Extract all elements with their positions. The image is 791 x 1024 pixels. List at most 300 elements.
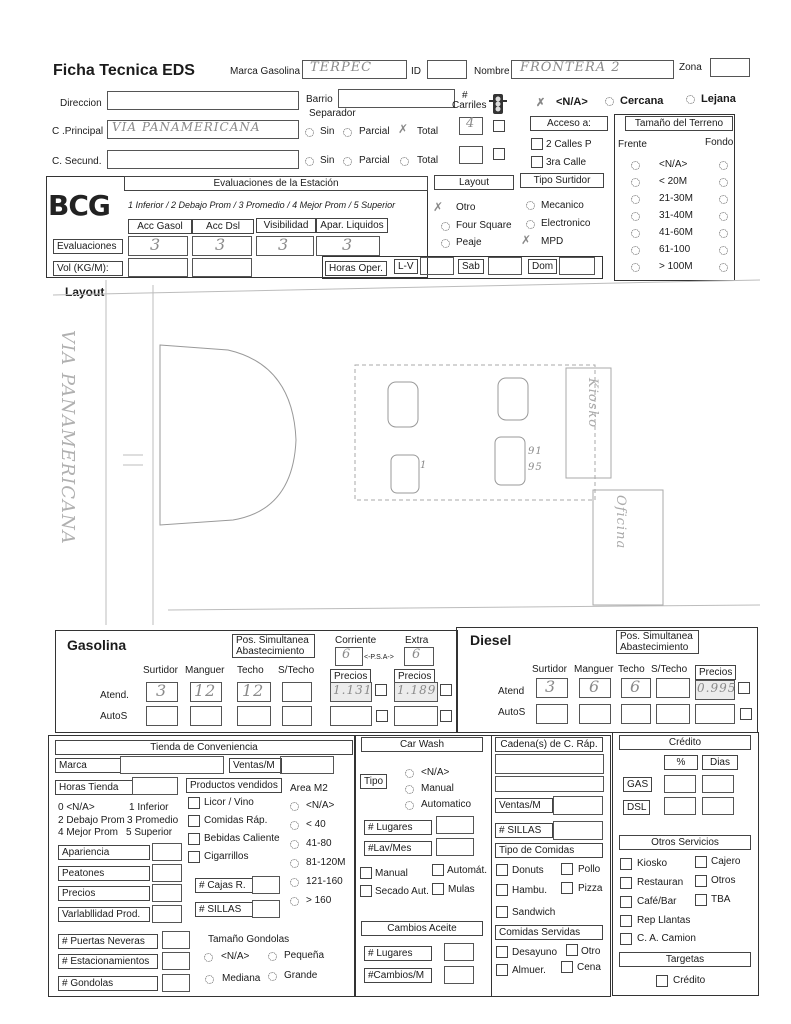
mediana-radio[interactable] xyxy=(205,975,214,984)
sketch-num-91: 91 xyxy=(528,446,543,457)
peaje-radio[interactable] xyxy=(441,239,450,248)
layout-title: Layout xyxy=(434,175,514,190)
cena-checkbox[interactable] xyxy=(561,961,573,973)
zona-label: Zona xyxy=(679,62,702,73)
gasolina-pos-label: Pos. Simultanea Abastecimiento xyxy=(232,634,315,658)
marca-value: TERPEC xyxy=(310,60,373,75)
tamano-gondolas-label: Tamaño Gondolas xyxy=(208,934,290,945)
apariencia-field[interactable] xyxy=(152,843,182,861)
bcg-logo: BCG xyxy=(48,189,110,222)
aceite-cambios-field[interactable] xyxy=(444,966,474,984)
id-label: ID xyxy=(411,66,421,77)
peatones-label: Peatones xyxy=(58,866,150,881)
area-option-label: <N/A> xyxy=(306,800,335,811)
terreno-option-label: < 20M xyxy=(659,176,688,187)
gondola-na-label: <N/A> xyxy=(221,951,250,962)
cw-automat-label: Automát. xyxy=(447,865,488,876)
scale-5: 5 Superior xyxy=(126,827,173,838)
gondolas-field[interactable] xyxy=(162,974,190,992)
lejana-label: Lejana xyxy=(701,93,736,105)
acceso2-checkbox[interactable] xyxy=(493,148,505,160)
fondo-radio[interactable] xyxy=(719,195,728,204)
csecund-label: C. Secund. xyxy=(52,156,102,167)
surtidor-title: Tipo Surtidor xyxy=(520,173,604,188)
cw-automat-checkbox[interactable] xyxy=(432,864,444,876)
credito-tarjeta-checkbox[interactable] xyxy=(656,975,668,987)
csecund-field[interactable] xyxy=(107,150,299,169)
dsl-precio-value: 0.995 xyxy=(697,681,737,695)
pequena-label: Pequeña xyxy=(284,950,325,961)
grande-label: Grande xyxy=(284,970,318,981)
comida-sillas-field[interactable] xyxy=(553,821,603,840)
productos-label: Productos vendidos xyxy=(186,778,282,793)
evaluaciones-label: Evaluaciones xyxy=(53,239,123,254)
area-option-label: 121-160 xyxy=(306,876,343,887)
eval-acc-gasol-value: 3 xyxy=(150,235,162,254)
credito-gas-pct[interactable] xyxy=(664,775,696,793)
cp-sin-radio[interactable] xyxy=(305,128,314,137)
area-radio[interactable] xyxy=(290,821,299,830)
distance-na-option[interactable]: <N/A> xyxy=(556,96,588,108)
gondola-na-radio[interactable] xyxy=(204,953,213,962)
producto-checkbox[interactable] xyxy=(188,833,200,845)
tienda-ventas-field[interactable] xyxy=(280,756,334,774)
carwash-title: Car Wash xyxy=(361,737,483,752)
area-option-label: > 160 xyxy=(306,895,332,906)
dsl-atend-label: Atend xyxy=(498,686,525,697)
frente-radio[interactable] xyxy=(631,178,640,187)
cp-total-label: Total xyxy=(417,126,439,137)
gas-autos-label: AutoS xyxy=(100,711,128,722)
area-option-label: < 40 xyxy=(306,819,326,830)
dsl-surtidor-label: Surtidor xyxy=(532,664,568,675)
otro-comida-label: Otro xyxy=(581,946,601,957)
lv-label: L-V xyxy=(394,259,418,274)
gas-surtidor-label: Surtidor xyxy=(143,665,179,676)
fondo-radio[interactable] xyxy=(719,161,728,170)
terreno-option-label: 21-30M xyxy=(659,193,693,204)
comida-cadena-field[interactable] xyxy=(495,754,604,774)
cercana-label: Cercana xyxy=(620,95,664,107)
tipo-comidas-label: Tipo de Comidas xyxy=(495,843,603,858)
dsl-precio-checkbox[interactable] xyxy=(738,682,750,694)
donuts-label: Donuts xyxy=(512,865,544,876)
eval-apar-liquidos-value: 3 xyxy=(342,235,354,254)
credito-dsl-label: DSL xyxy=(623,800,650,815)
credito-title: Crédito xyxy=(619,735,751,750)
calles2-checkbox[interactable] xyxy=(531,138,543,150)
cw-lugares-label: # Lugares xyxy=(364,820,432,835)
horas-label: Horas Oper. xyxy=(325,261,387,276)
pos-corriente-value: 6 xyxy=(342,647,352,662)
nombre-value: FRONTERA 2 xyxy=(520,60,621,75)
dsl-techo-value: 6 xyxy=(630,677,642,696)
gas-stecho-field[interactable] xyxy=(282,682,312,702)
direccion-label: Direccion xyxy=(60,98,102,109)
otro-mark-icon[interactable]: ✗ xyxy=(433,200,444,214)
four-square-label: Four Square xyxy=(456,220,512,231)
gas-manguer-label: Manguer xyxy=(185,665,225,676)
aceite-lugares-field[interactable] xyxy=(444,943,474,961)
cw-lav-label: #Lav/Mes xyxy=(364,841,432,856)
producto-label: Comidas Ráp. xyxy=(204,815,268,826)
scale-2: 2 Debajo Prom xyxy=(58,815,125,826)
four-square-radio[interactable] xyxy=(441,222,450,231)
sketch-oficina-text: Oficina xyxy=(613,495,628,550)
lejana-radio[interactable] xyxy=(686,95,695,104)
grande-radio[interactable] xyxy=(268,972,277,981)
cajero-checkbox[interactable] xyxy=(695,856,707,868)
credito-dsl-dias[interactable] xyxy=(702,797,734,815)
area-label: Area M2 xyxy=(290,783,328,794)
dsl-autos-label: AutoS xyxy=(498,707,526,718)
tienda-sillas-label: # SILLAS xyxy=(195,902,253,917)
precios-field[interactable] xyxy=(152,884,182,902)
acceso-label: Acceso a: xyxy=(530,116,608,131)
fondo-label: Fondo xyxy=(705,137,734,148)
cs-sin-label: Sin xyxy=(320,155,335,166)
pizza-label: Pizza xyxy=(578,883,603,894)
frente-radio[interactable] xyxy=(631,195,640,204)
scale-4: 4 Mejor Prom xyxy=(58,827,119,838)
kiosko-checkbox[interactable] xyxy=(620,858,632,870)
acceso-checkbox[interactable] xyxy=(493,120,505,132)
gas-autos-precio-c[interactable] xyxy=(330,706,372,726)
carwash-tipo-label: Tipo xyxy=(360,774,387,789)
tienda-marca-label: Marca xyxy=(55,758,121,773)
area-radio[interactable] xyxy=(290,878,299,887)
gas-precios-extra-label: Precios xyxy=(394,669,435,684)
carriles2-field[interactable] xyxy=(459,146,483,164)
dsl-precios-label: Precios xyxy=(695,665,736,680)
electronico-label: Electronico xyxy=(541,218,591,229)
aceite-lugares-label: # Lugares xyxy=(364,946,432,961)
carriles-label: Carriles xyxy=(452,100,487,111)
gondolas-label: # Gondolas xyxy=(58,976,158,991)
gas-manguer-value: 12 xyxy=(194,681,217,700)
tienda-horas-field[interactable] xyxy=(132,777,178,795)
mediana-label: Mediana xyxy=(222,973,261,984)
sketch-num-1: 1 xyxy=(420,460,428,471)
cw-auto-radio[interactable] xyxy=(405,801,414,810)
gas-techo-value: 12 xyxy=(242,681,265,700)
sketch-via-text: VIA PANAMERICANA xyxy=(57,330,78,545)
diesel-title: Diesel xyxy=(470,632,512,648)
cs-parcial-label: Parcial xyxy=(359,155,390,166)
cp-parcial-radio[interactable] xyxy=(343,128,352,137)
frente-radio[interactable] xyxy=(631,212,640,221)
desayuno-checkbox[interactable] xyxy=(496,946,508,958)
dom-label: Dom xyxy=(528,259,557,274)
terreno-option-label: > 100M xyxy=(659,261,693,272)
page-title: Ficha Tecnica EDS xyxy=(53,62,195,79)
kiosko-label: Kiosko xyxy=(637,858,668,869)
frente-label: Frente xyxy=(618,139,647,150)
layout-section-label: Layout xyxy=(65,285,105,299)
gas-extra-checkbox[interactable] xyxy=(440,684,452,696)
dsl-autos-checkbox[interactable] xyxy=(740,708,752,720)
area-radio[interactable] xyxy=(290,897,299,906)
eval-visibilidad-value: 3 xyxy=(278,235,290,254)
hambu-label: Hambu. xyxy=(512,885,548,896)
cw-lugares-field[interactable] xyxy=(436,816,474,834)
cprincipal-value: VIA PANAMERICANA xyxy=(112,120,261,134)
gas-surtidor-value: 3 xyxy=(156,681,168,700)
dsl-techo-label: Techo xyxy=(618,664,645,675)
frente-radio[interactable] xyxy=(631,161,640,170)
donuts-checkbox[interactable] xyxy=(496,864,508,876)
cercana-radio[interactable] xyxy=(605,97,614,106)
otros-checkbox[interactable] xyxy=(695,875,707,887)
llantas-label: Rep Llantas xyxy=(637,915,691,926)
dsl-stecho-field[interactable] xyxy=(656,678,690,698)
separador-label: Separador xyxy=(309,108,356,119)
variabilidad-field[interactable] xyxy=(152,905,182,923)
evaluaciones-title: Evaluaciones de la Estación xyxy=(124,176,428,191)
traffic-light-icon xyxy=(488,93,508,120)
cena-label: Cena xyxy=(577,962,601,973)
llantas-checkbox[interactable] xyxy=(620,915,632,927)
tienda-ventas-label: Ventas/M xyxy=(229,758,282,773)
cprincipal-label: C .Principal xyxy=(52,126,104,137)
dsl-autos-techo[interactable] xyxy=(621,704,651,724)
scale-0: 0 <N/A> xyxy=(58,802,95,813)
otros-label: Otros xyxy=(711,875,736,886)
gas-precio-corriente-value: 1.131 xyxy=(333,683,373,697)
producto-label: Licor / Vino xyxy=(204,797,254,808)
terreno-option-label: 41-60M xyxy=(659,227,693,238)
aceite-cambios-label: #Cambios/M xyxy=(364,968,432,983)
id-field[interactable] xyxy=(427,60,467,79)
terreno-option-label: <N/A> xyxy=(659,159,688,170)
barrio-label: Barrio xyxy=(306,94,333,105)
sandwich-checkbox[interactable] xyxy=(496,906,508,918)
area-option-label: 41-80 xyxy=(306,838,332,849)
dsl-manguer-value: 6 xyxy=(589,677,601,696)
direccion-field[interactable] xyxy=(107,91,299,110)
eval-acc-dsl-value: 3 xyxy=(215,235,227,254)
pollo-checkbox[interactable] xyxy=(561,863,573,875)
almuer-label: Almuer. xyxy=(512,965,546,976)
tba-label: TBA xyxy=(711,894,731,905)
producto-checkbox[interactable] xyxy=(188,815,200,827)
credito-gas-dias[interactable] xyxy=(702,775,734,793)
cw-manual-checkbox[interactable] xyxy=(360,867,372,879)
gas-autos-surtidor[interactable] xyxy=(146,706,178,726)
aceite-title: Cambios Aceite xyxy=(361,921,483,936)
mecanico-radio[interactable] xyxy=(526,201,535,210)
otros-servicios-title: Otros Servicios xyxy=(619,835,751,850)
pos-extra-value: 6 xyxy=(412,647,422,662)
carriles-value: 4 xyxy=(466,116,476,131)
producto-checkbox[interactable] xyxy=(188,851,200,863)
nombre-label: Nombre xyxy=(474,66,510,77)
terreno-option-label: 31-40M xyxy=(659,210,693,221)
producto-label: Bebidas Caliente xyxy=(204,833,280,844)
mpd-mark-icon[interactable]: ✗ xyxy=(521,233,532,247)
frente-radio[interactable] xyxy=(631,246,640,255)
eval-col-acc-gasol: Acc Gasol xyxy=(128,219,192,234)
psa-label: <-P.S.A-> xyxy=(364,654,394,661)
credito-tarjeta-label: Crédito xyxy=(673,975,706,986)
pollo-label: Pollo xyxy=(578,864,601,875)
gas-autos-precio-e[interactable] xyxy=(394,706,438,726)
zona-field[interactable] xyxy=(710,58,750,77)
dsl-autos-precio[interactable] xyxy=(695,704,735,724)
almuer-checkbox[interactable] xyxy=(496,964,508,976)
cw-manual-check-label: Manual xyxy=(375,868,408,879)
fondo-radio[interactable] xyxy=(719,229,728,238)
dsl-surtidor-value: 3 xyxy=(545,677,557,696)
gas-autos-manguer[interactable] xyxy=(190,706,222,726)
producto-checkbox[interactable] xyxy=(188,797,200,809)
scale-3: 3 Promedio xyxy=(127,815,179,826)
peaje-label: Peaje xyxy=(456,237,482,248)
otro-comida-checkbox[interactable] xyxy=(566,944,578,956)
pequena-radio[interactable] xyxy=(268,952,277,961)
cw-mulas-label: Mulas xyxy=(448,884,475,895)
terreno-option-label: 61-100 xyxy=(659,244,691,255)
dsl-autos-manguer[interactable] xyxy=(579,704,611,724)
gas-atend-label: Atend. xyxy=(100,690,129,701)
extra-label: Extra xyxy=(405,635,429,646)
cafe-label: Café/Bar xyxy=(637,896,677,907)
apariencia-label: Apariencia xyxy=(58,845,150,860)
marca-label: Marca Gasolina xyxy=(230,66,301,77)
cp-total-mark-icon[interactable]: ✗ xyxy=(398,122,409,136)
calle3-label: 3ra Calle xyxy=(546,157,587,168)
terreno-title: Tamaño del Terreno xyxy=(625,116,733,131)
comida-title: Cadena(s) de C. Ráp. xyxy=(495,737,603,752)
diesel-pos-label: Pos. Simultanea Abastecimiento xyxy=(616,630,699,654)
restauran-checkbox[interactable] xyxy=(620,877,632,889)
dsl-manguer-label: Manguer xyxy=(574,664,614,675)
cw-mulas-checkbox[interactable] xyxy=(432,883,444,895)
cw-na-radio[interactable] xyxy=(405,769,414,778)
cs-total-radio[interactable] xyxy=(400,157,409,166)
credito-gas-label: GAS xyxy=(623,777,652,792)
cross-mark-icon: ✗ xyxy=(536,97,546,109)
precios-label: Precios xyxy=(58,886,150,901)
credito-pct-label: % xyxy=(664,755,698,770)
gas-autos-e-checkbox[interactable] xyxy=(440,710,452,722)
cs-parcial-radio[interactable] xyxy=(343,157,352,166)
cafe-checkbox[interactable] xyxy=(620,896,632,908)
gas-precio-extra-value: 1.189 xyxy=(397,683,437,697)
targetas-title: Targetas xyxy=(619,952,751,967)
cp-sin-label: Sin xyxy=(320,126,335,137)
camion-checkbox[interactable] xyxy=(620,933,632,945)
evaluaciones-scale: 1 Inferior / 2 Debajo Prom / 3 Promedio / 4 Mejor Prom / 5 Superior xyxy=(128,200,396,210)
cw-secado-label: Secado Aut. xyxy=(375,886,429,897)
tienda-sillas-field[interactable] xyxy=(252,900,280,918)
comida-sillas-label: # SILLAS xyxy=(495,823,553,838)
cajas-field[interactable] xyxy=(252,876,280,894)
sketch-kiosko-text: Kiosko xyxy=(585,378,600,429)
carriles-hash: # xyxy=(462,90,468,101)
sab-label: Sab xyxy=(458,259,484,274)
area-option-label: 81-120M xyxy=(306,857,346,868)
fondo-radio[interactable] xyxy=(719,178,728,187)
gas-precios-corriente-label: Precios xyxy=(330,669,371,684)
corriente-label: Corriente xyxy=(335,635,377,646)
fondo-radio[interactable] xyxy=(719,212,728,221)
cw-auto-label: Automatico xyxy=(421,799,472,810)
comida-cadena2-field[interactable] xyxy=(495,776,604,792)
gas-autos-c-checkbox[interactable] xyxy=(376,710,388,722)
area-radio[interactable] xyxy=(290,859,299,868)
sketch-num-95: 95 xyxy=(528,462,543,473)
pizza-checkbox[interactable] xyxy=(561,882,573,894)
eval-col-apar-liquidos: Apar. Liquidos xyxy=(316,218,388,233)
tienda-title: Tienda de Conveniencia xyxy=(55,740,353,755)
mpd-label: MPD xyxy=(541,236,564,247)
estacionamientos-label: # Estacionamientos xyxy=(58,954,158,969)
estacionamientos-field[interactable] xyxy=(162,952,190,970)
gas-corriente-checkbox[interactable] xyxy=(375,684,387,696)
cw-manual-radio[interactable] xyxy=(405,785,414,794)
cs-total-label: Total xyxy=(417,155,439,166)
area-radio[interactable] xyxy=(290,802,299,811)
cajas-label: # Cajas R. xyxy=(195,878,253,893)
calles2-label: 2 Calles P xyxy=(546,139,592,150)
fondo-radio[interactable] xyxy=(719,246,728,255)
cw-secado-checkbox[interactable] xyxy=(360,885,372,897)
mecanico-label: Mecanico xyxy=(541,200,584,211)
dsl-autos-stecho[interactable] xyxy=(656,704,690,724)
comida-ventas-field[interactable] xyxy=(553,796,603,815)
layout-otro-label: Otro xyxy=(456,202,476,213)
sandwich-label: Sandwich xyxy=(512,907,556,918)
scale-1: 1 Inferior xyxy=(129,802,169,813)
calle3-checkbox[interactable] xyxy=(531,156,543,168)
electronico-radio[interactable] xyxy=(526,220,535,229)
desayuno-label: Desayuno xyxy=(512,947,558,958)
variabilidad-label: Varlabllidad Prod. xyxy=(58,907,150,922)
area-radio[interactable] xyxy=(290,840,299,849)
credito-dsl-pct[interactable] xyxy=(664,797,696,815)
layout-sketch xyxy=(48,270,760,630)
gasolina-title: Gasolina xyxy=(67,637,127,653)
cw-manual-label: Manual xyxy=(421,783,454,794)
hambu-checkbox[interactable] xyxy=(496,884,508,896)
puertas-field[interactable] xyxy=(162,931,190,949)
gas-autos-stecho[interactable] xyxy=(282,706,312,726)
tba-checkbox[interactable] xyxy=(695,894,707,906)
dsl-stecho-label: S/Techo xyxy=(651,664,688,675)
gas-techo-label: Techo xyxy=(237,665,264,676)
comidas-servidas-label: Comidas Servidas xyxy=(495,925,603,940)
cw-na-label: <N/A> xyxy=(421,767,450,778)
barrio-field[interactable] xyxy=(338,89,455,108)
tienda-marca-field[interactable] xyxy=(120,756,224,774)
dsl-autos-surtidor[interactable] xyxy=(536,704,568,724)
gas-stecho-label: S/Techo xyxy=(278,665,315,676)
vol-label: Vol (KG/M): xyxy=(53,261,123,276)
producto-label: Cigarrillos xyxy=(204,851,249,862)
cajero-label: Cajero xyxy=(711,856,741,867)
camion-label: C. A. Camion xyxy=(637,933,696,944)
cw-lav-field[interactable] xyxy=(436,838,474,856)
credito-dias-label: Dias xyxy=(702,755,738,770)
frente-radio[interactable] xyxy=(631,229,640,238)
cs-sin-radio[interactable] xyxy=(305,157,314,166)
peatones-field[interactable] xyxy=(152,864,182,882)
gas-autos-techo[interactable] xyxy=(237,706,271,726)
tienda-horas-label: Horas Tienda xyxy=(55,780,133,795)
eval-col-acc-dsl: Acc Dsl xyxy=(192,219,254,234)
puertas-label: # Puertas Neveras xyxy=(58,934,158,949)
